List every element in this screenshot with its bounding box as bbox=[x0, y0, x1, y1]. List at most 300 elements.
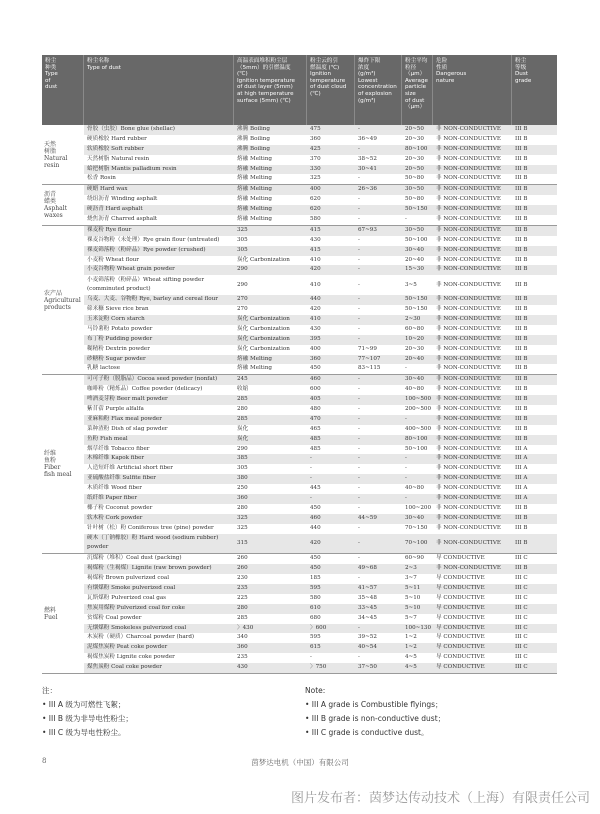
category-label: 沥青 蜡类 Asphalt waxes bbox=[44, 191, 68, 220]
table-cell: 485 bbox=[310, 445, 321, 452]
table-cell: III C bbox=[515, 555, 528, 562]
table-cell: 290 bbox=[237, 445, 248, 452]
table-cell: - bbox=[405, 455, 407, 462]
table-cell: - bbox=[310, 494, 312, 501]
table-cell: 430 bbox=[310, 236, 321, 243]
table-cell: 乌麦、大麦、谷物粉 Rye, barley and cereal flour bbox=[87, 296, 218, 303]
table-cell: 非 NON-CONDUCTIVE bbox=[436, 514, 501, 521]
table-row bbox=[84, 464, 557, 474]
table-cell: - bbox=[405, 365, 407, 372]
table-cell: 280 bbox=[237, 504, 248, 511]
table-cell: III C bbox=[515, 604, 528, 611]
table-cell: 100~500 bbox=[405, 396, 432, 403]
table-cell: 非 NON-CONDUCTIVE bbox=[436, 475, 501, 482]
table-row bbox=[84, 205, 557, 215]
table-row bbox=[84, 454, 557, 464]
table-cell: 425 bbox=[310, 145, 321, 152]
table-cell: 导 CONDUCTIVE bbox=[436, 585, 485, 591]
table-cell: - bbox=[358, 415, 360, 422]
table-cell: 5~10 bbox=[405, 594, 421, 601]
table-row bbox=[84, 484, 557, 494]
table-cell: 305 bbox=[237, 236, 248, 243]
table-row bbox=[84, 395, 557, 405]
table-cell: 绕组沥青 Winding asphalt bbox=[87, 196, 158, 203]
table-cell: III B bbox=[515, 435, 528, 442]
table-cell: - bbox=[358, 425, 360, 432]
table-cell: 有烟煤粉 Smoke pulverized coal bbox=[87, 585, 176, 591]
table-cell: 30~41 bbox=[358, 165, 377, 172]
table-cell: III B bbox=[515, 126, 528, 132]
table-cell: III B bbox=[515, 296, 528, 303]
table-cell: 硬蜡 Hard wax bbox=[87, 186, 128, 193]
table-cell: III B bbox=[515, 236, 528, 243]
table-cell: 615 bbox=[310, 644, 321, 651]
note-b-en: • III B grade is non-conductive dust； bbox=[305, 714, 446, 723]
table-row bbox=[84, 174, 557, 184]
table-row bbox=[84, 494, 557, 504]
table-cell: 30~40 bbox=[405, 246, 424, 253]
table-cell: III C bbox=[515, 594, 528, 601]
table-cell: 260 bbox=[237, 565, 248, 572]
table-cell: 620 bbox=[310, 206, 321, 213]
table-cell: 415 bbox=[310, 226, 321, 233]
table-cell: 465 bbox=[310, 425, 321, 432]
table-cell: 20~50 bbox=[405, 126, 424, 132]
table-cell: III B bbox=[515, 365, 528, 372]
table-cell: 50~80 bbox=[405, 175, 424, 182]
table-cell: 非 NON-CONDUCTIVE bbox=[436, 435, 501, 442]
table-row bbox=[84, 165, 557, 175]
table-cell: 235 bbox=[237, 585, 248, 591]
table-cell: 70~100 bbox=[405, 539, 428, 546]
table-cell: 285 bbox=[237, 614, 248, 621]
table-cell: 44~59 bbox=[358, 514, 377, 521]
table-cell: 裸麦粉 Rye flour bbox=[87, 226, 132, 233]
table-cell: 410 bbox=[310, 256, 321, 263]
table-cell: 600 bbox=[310, 386, 321, 393]
table-cell: III C bbox=[515, 634, 528, 641]
table-cell: 1~2 bbox=[405, 634, 417, 641]
table-cell: - bbox=[358, 539, 360, 546]
table-cell: 15~30 bbox=[405, 266, 424, 273]
table-row bbox=[84, 325, 557, 335]
table-cell: 硬质橡胶 Hard rubber bbox=[87, 135, 147, 142]
header-cell: 粉尘 种类 Type of dust bbox=[42, 55, 84, 125]
table-cell: 导 CONDUCTIVE bbox=[436, 624, 485, 631]
table-cell: 软木粉 Cork powder bbox=[87, 514, 143, 521]
table-cell: - bbox=[358, 624, 360, 631]
table-cell: III B bbox=[515, 165, 528, 172]
table-cell: 熔融 Melting bbox=[237, 155, 273, 162]
table-cell: - bbox=[358, 504, 360, 511]
table-cell: III A bbox=[515, 475, 528, 482]
table-cell: 非 NON-CONDUCTIVE bbox=[436, 266, 501, 273]
table-cell: 熔融 Melting bbox=[237, 365, 273, 372]
table-row bbox=[84, 624, 557, 634]
table-cell: 20~30 bbox=[405, 135, 424, 142]
table-row bbox=[84, 564, 557, 574]
table-row bbox=[84, 534, 557, 554]
note-a-en: • III A grade is Combustible flyings； bbox=[305, 700, 443, 709]
table-row bbox=[84, 315, 557, 325]
table-cell: 245 bbox=[237, 376, 248, 383]
table-cell: 非 NON-CONDUCTIVE bbox=[436, 376, 501, 383]
table-cell: 485 bbox=[310, 435, 321, 442]
category-label: 天然 树脂 Natural resin bbox=[44, 140, 68, 169]
table-cell: 导 CONDUCTIVE bbox=[436, 654, 485, 661]
table-cell: 小麦谷物粉 Wheat grain powder bbox=[87, 266, 175, 273]
dust-category-group bbox=[42, 375, 557, 554]
table-cell: 680 bbox=[310, 614, 321, 621]
table-cell: III B bbox=[515, 514, 528, 521]
table-cell: 200~500 bbox=[405, 405, 432, 412]
table-cell: III B bbox=[515, 206, 528, 213]
table-cell: 480 bbox=[310, 405, 321, 412]
table-cell: 3~7 bbox=[405, 575, 417, 582]
table-cell: 40~80 bbox=[405, 386, 424, 393]
table-cell: III B bbox=[515, 196, 528, 203]
table-cell: 导 CONDUCTIVE bbox=[436, 575, 485, 582]
table-cell: - bbox=[358, 296, 360, 303]
table-cell: 235 bbox=[237, 654, 248, 661]
table-cell: 导 CONDUCTIVE bbox=[436, 555, 485, 562]
table-cell: 26~36 bbox=[358, 186, 377, 193]
table-cell: 沉煤粉（堆积）Coal dust (packing) bbox=[87, 555, 182, 562]
table-cell: 非 NON-CONDUCTIVE bbox=[436, 485, 501, 492]
table-cell: 〉600 bbox=[310, 624, 327, 631]
table-cell: 2~30 bbox=[405, 315, 421, 322]
table-cell: - bbox=[358, 266, 360, 273]
table-cell: 非 NON-CONDUCTIVE bbox=[436, 126, 501, 132]
table-cell: - bbox=[405, 465, 407, 472]
table-cell: - bbox=[358, 306, 360, 313]
table-cell: 71~99 bbox=[358, 345, 377, 352]
table-cell: III B bbox=[515, 216, 528, 223]
table-cell: - bbox=[310, 475, 312, 482]
table-cell: III A bbox=[515, 455, 528, 462]
table-cell: 230 bbox=[237, 575, 248, 582]
table-cell: III B bbox=[515, 396, 528, 403]
table-cell: 炭化 Carbonization bbox=[237, 325, 290, 332]
table-cell: 松香 Rosin bbox=[87, 175, 116, 182]
table-cell: III B bbox=[515, 539, 528, 546]
table-cell: 325 bbox=[237, 514, 248, 521]
table-cell: 49~68 bbox=[358, 565, 377, 572]
table-cell: 非 NON-CONDUCTIVE bbox=[436, 236, 501, 243]
table-cell: 4~5 bbox=[405, 664, 417, 671]
table-cell: 砂糖粉 Sugar powder bbox=[87, 355, 146, 362]
table-row bbox=[84, 584, 557, 594]
category-label: 燃料 Fuel bbox=[44, 606, 58, 621]
table-cell: 熔融 Melting bbox=[237, 196, 273, 203]
table-cell: 270 bbox=[237, 296, 248, 303]
table-row bbox=[84, 305, 557, 315]
table-row bbox=[84, 643, 557, 653]
table-cell: - bbox=[358, 654, 360, 661]
table-cell: 烟草纤维 Tobacco fiber bbox=[87, 445, 150, 452]
table-cell: 裸麦谷物粉（未处理）Rye grain flour (untreated) bbox=[87, 236, 220, 243]
table-cell: 天然树脂 Natural resin bbox=[87, 155, 150, 162]
table-row bbox=[84, 594, 557, 604]
table-cell: 非 NON-CONDUCTIVE bbox=[436, 494, 501, 501]
table-cell: III B bbox=[515, 281, 528, 288]
table-cell: 420 bbox=[310, 539, 321, 546]
table-cell: 5~11 bbox=[405, 585, 421, 591]
table-row bbox=[84, 514, 557, 524]
table-cell: 炭化 Carbonization bbox=[237, 345, 290, 352]
dust-table bbox=[42, 55, 557, 674]
table-cell: 67~93 bbox=[358, 226, 377, 233]
table-cell: 185 bbox=[310, 575, 321, 582]
table-cell: 5~7 bbox=[405, 614, 417, 621]
table-cell: 非 NON-CONDUCTIVE bbox=[436, 524, 501, 531]
table-cell: 木棉纤维 Kapok fiber bbox=[87, 455, 145, 462]
table-cell: III B bbox=[515, 246, 528, 253]
table-cell: III B bbox=[515, 155, 528, 162]
table-cell: 褐煤粉 Brown pulverized coal bbox=[87, 575, 170, 582]
table-cell: 非 NON-CONDUCTIVE bbox=[436, 465, 501, 472]
table-cell: 360 bbox=[237, 494, 248, 501]
table-cell: III B bbox=[515, 376, 528, 383]
table-row bbox=[84, 345, 557, 355]
page-number: 8 bbox=[42, 757, 47, 765]
table-cell: 熔融 Melting bbox=[237, 175, 273, 182]
table-body bbox=[42, 125, 557, 674]
table-cell: III A bbox=[515, 445, 528, 452]
table-row bbox=[84, 653, 557, 663]
table-cell: III C bbox=[515, 624, 528, 631]
table-cell: 460 bbox=[310, 376, 321, 383]
table-cell: 50~150 bbox=[405, 296, 428, 303]
table-cell: 椰子粉 Coconut powder bbox=[87, 504, 153, 511]
table-cell: 83~115 bbox=[358, 365, 381, 372]
table-cell: 贫煤粉 Coal powder bbox=[87, 614, 142, 621]
table-cell: 蛤把树脂 Mantis palladium resin bbox=[87, 165, 177, 172]
note-c-cn: • III C 级为导电性粉尘。 bbox=[42, 728, 126, 737]
table-row bbox=[84, 236, 557, 246]
table-row bbox=[84, 425, 557, 435]
table-cell: 非 NON-CONDUCTIVE bbox=[436, 306, 501, 313]
table-cell: 裸麦筛落粉（粉碎品）Rye powder (crushed) bbox=[87, 246, 206, 253]
table-cell: 50~150 bbox=[405, 206, 428, 213]
table-cell: 40~80 bbox=[405, 485, 424, 492]
table-cell: 非 NON-CONDUCTIVE bbox=[436, 135, 501, 142]
table-cell: - bbox=[358, 445, 360, 452]
table-cell: 硬木（丁钠橡胶）粉 Hard wood (sodium rubber) powder bbox=[87, 535, 219, 551]
table-cell: 马铃薯粉 Potato powder bbox=[87, 325, 153, 332]
table-cell: 400 bbox=[310, 345, 321, 352]
note-b-cn: • III B 级为非导电性粉尘； bbox=[42, 714, 133, 723]
table-cell: 360 bbox=[310, 355, 321, 362]
table-cell: 305 bbox=[237, 465, 248, 472]
table-cell: 450 bbox=[310, 555, 321, 562]
table-cell: 非 NON-CONDUCTIVE bbox=[436, 175, 501, 182]
header-cell: 粉尘名称 Type of dust bbox=[84, 55, 234, 125]
table-cell: 400~500 bbox=[405, 425, 432, 432]
table-cell: - bbox=[358, 216, 360, 223]
table-cell: 非 NON-CONDUCTIVE bbox=[436, 335, 501, 342]
table-cell: 440 bbox=[310, 524, 321, 531]
table-cell: - bbox=[358, 126, 360, 132]
note-title-cn: 注： bbox=[42, 686, 57, 695]
table-cell: 沸腾 Boiling bbox=[237, 145, 270, 152]
table-cell: 340 bbox=[237, 634, 248, 641]
table-cell: 580 bbox=[310, 594, 321, 601]
table-cell: 80~100 bbox=[405, 435, 428, 442]
table-cell: 非 NON-CONDUCTIVE bbox=[436, 165, 501, 172]
table-cell: III B bbox=[515, 325, 528, 332]
table-cell: - bbox=[405, 475, 407, 482]
table-cell: 导 CONDUCTIVE bbox=[436, 604, 485, 611]
table-row bbox=[84, 185, 557, 195]
table-cell: 炭化 bbox=[237, 435, 249, 442]
table-cell: 亚硫酸盐纤维 Sulfite fiber bbox=[87, 475, 156, 482]
table-cell: - bbox=[358, 325, 360, 332]
table-cell: 430 bbox=[310, 325, 321, 332]
table-cell: 褐煤粉（生褐煤）Lignite (raw brown powder) bbox=[87, 565, 212, 572]
table-row bbox=[84, 435, 557, 445]
table-cell: III B bbox=[515, 145, 528, 152]
table-cell: 非 NON-CONDUCTIVE bbox=[436, 246, 501, 253]
table-cell: 乳糖 lactose bbox=[87, 365, 121, 372]
table-cell: 325 bbox=[237, 226, 248, 233]
table-cell: 非 NON-CONDUCTIVE bbox=[436, 226, 501, 233]
table-cell: 可可子粉（脱脂品）Cocoa seed powder (nonfat) bbox=[87, 376, 218, 383]
table-cell: - bbox=[358, 315, 360, 322]
note-a-cn: • III A 级为可燃性飞絮； bbox=[42, 700, 126, 709]
table-cell: 糊精粉 Dextrin powder bbox=[87, 345, 150, 352]
table-cell: 30~40 bbox=[405, 376, 424, 383]
table-cell: 50~150 bbox=[405, 306, 428, 313]
table-cell: 580 bbox=[310, 216, 321, 223]
table-cell: III B bbox=[515, 345, 528, 352]
table-cell: - bbox=[358, 435, 360, 442]
table-cell: - bbox=[358, 145, 360, 152]
table-cell: 41~57 bbox=[358, 585, 377, 591]
table-row bbox=[84, 554, 557, 564]
table-cell: 炭化 Carbonization bbox=[237, 256, 290, 263]
table-cell: 5~10 bbox=[405, 604, 421, 611]
table-row bbox=[84, 364, 557, 374]
header-cell: 危险 性质 Dangerous nature bbox=[433, 55, 512, 125]
table-cell: III B bbox=[515, 415, 528, 422]
table-cell: 木质纤维 Wood fiber bbox=[87, 485, 142, 492]
table-cell: 煤焦炭粉 Coal coke powder bbox=[87, 664, 162, 671]
table-cell: 415 bbox=[310, 246, 321, 253]
table-cell: 20~30 bbox=[405, 345, 424, 352]
table-cell: 非 NON-CONDUCTIVE bbox=[436, 539, 501, 546]
table-cell: 无烟煤粉 Smokeless pulverized coal bbox=[87, 624, 187, 631]
table-cell: 导 CONDUCTIVE bbox=[436, 614, 485, 621]
table-cell: 470 bbox=[310, 415, 321, 422]
table-cell: 炭化 bbox=[237, 425, 249, 432]
table-cell: 225 bbox=[237, 594, 248, 601]
table-cell: III B bbox=[515, 405, 528, 412]
table-cell: 450 bbox=[310, 504, 321, 511]
dust-category-group bbox=[42, 554, 557, 674]
table-row bbox=[84, 335, 557, 345]
table-cell: 315 bbox=[237, 539, 248, 546]
table-cell: III B bbox=[515, 504, 528, 511]
table-cell: 420 bbox=[310, 306, 321, 313]
table-cell: - bbox=[358, 386, 360, 393]
table-cell: 非 NON-CONDUCTIVE bbox=[436, 386, 501, 393]
table-cell: 非 NON-CONDUCTIVE bbox=[436, 256, 501, 263]
table-cell: 60~90 bbox=[405, 555, 424, 562]
table-row bbox=[84, 275, 557, 295]
table-row bbox=[84, 385, 557, 395]
table-cell: 250 bbox=[237, 485, 248, 492]
table-cell: - bbox=[405, 494, 407, 501]
table-cell: 非 NON-CONDUCTIVE bbox=[436, 196, 501, 203]
table-cell: 2~3 bbox=[405, 565, 417, 572]
table-cell: - bbox=[358, 376, 360, 383]
header-cell: 爆炸下限 浓度 (g/m³) Lowest concentration of explosion (g/m³) bbox=[355, 55, 402, 125]
table-row bbox=[84, 614, 557, 624]
table-cell: III B bbox=[515, 306, 528, 313]
table-cell: 410 bbox=[310, 315, 321, 322]
table-cell: 400 bbox=[310, 186, 321, 193]
table-cell: 非 NON-CONDUCTIVE bbox=[436, 315, 501, 322]
table-cell: 395 bbox=[310, 335, 321, 342]
table-cell: 小麦筛落粉（粉碎品）Wheat sifting powder (comminuted product) bbox=[87, 277, 204, 293]
table-cell: III B bbox=[515, 524, 528, 531]
table-cell: 30~50 bbox=[405, 186, 424, 193]
table-cell: 骨胶（虫胶）Bone glue (shellac) bbox=[87, 126, 175, 132]
table-cell: 445 bbox=[310, 485, 321, 492]
table-cell: III C bbox=[515, 664, 528, 671]
table-cell: 熔融 Melting bbox=[237, 186, 273, 193]
table-cell: - bbox=[358, 485, 360, 492]
table-cell: III A bbox=[515, 465, 528, 472]
table-row bbox=[84, 604, 557, 614]
table-cell: 熔融 Melting bbox=[237, 206, 273, 213]
table-row bbox=[84, 195, 557, 205]
table-cell: - bbox=[358, 524, 360, 531]
table-row bbox=[84, 415, 557, 425]
table-cell: - bbox=[358, 465, 360, 472]
table-cell: 非 NON-CONDUCTIVE bbox=[436, 504, 501, 511]
table-cell: 77~107 bbox=[358, 355, 381, 362]
table-cell: 非 NON-CONDUCTIVE bbox=[436, 325, 501, 332]
table-cell: - bbox=[358, 246, 360, 253]
table-cell: 收缩 bbox=[237, 386, 249, 393]
table-cell: - bbox=[358, 475, 360, 482]
table-cell: 620 bbox=[310, 196, 321, 203]
table-row bbox=[84, 265, 557, 275]
table-cell: - bbox=[358, 494, 360, 501]
table-cell: 460 bbox=[310, 514, 321, 521]
table-cell: 硬沥青 Hard asphalt bbox=[87, 206, 143, 213]
table-cell: 360 bbox=[310, 135, 321, 142]
table-cell: 595 bbox=[310, 585, 321, 591]
table-cell: 〉750 bbox=[310, 664, 327, 671]
table-cell: 50~100 bbox=[405, 236, 428, 243]
table-row bbox=[84, 375, 557, 385]
table-row bbox=[84, 256, 557, 266]
table-cell: 285 bbox=[237, 396, 248, 403]
table-cell: 20~40 bbox=[405, 355, 424, 362]
table-cell: 420 bbox=[310, 266, 321, 273]
table-cell: III C bbox=[515, 575, 528, 582]
notes-english bbox=[305, 684, 445, 740]
note-c-en: • III C grade is conductive dust。 bbox=[305, 728, 429, 737]
table-cell: 针叶树（松）粉 Coniferous tree (pine) powder bbox=[87, 524, 214, 531]
table-row bbox=[84, 633, 557, 643]
table-cell: 炭化 Carbonization bbox=[237, 315, 290, 322]
table-cell: 非 NON-CONDUCTIVE bbox=[436, 355, 501, 362]
table-cell: III C bbox=[515, 654, 528, 661]
